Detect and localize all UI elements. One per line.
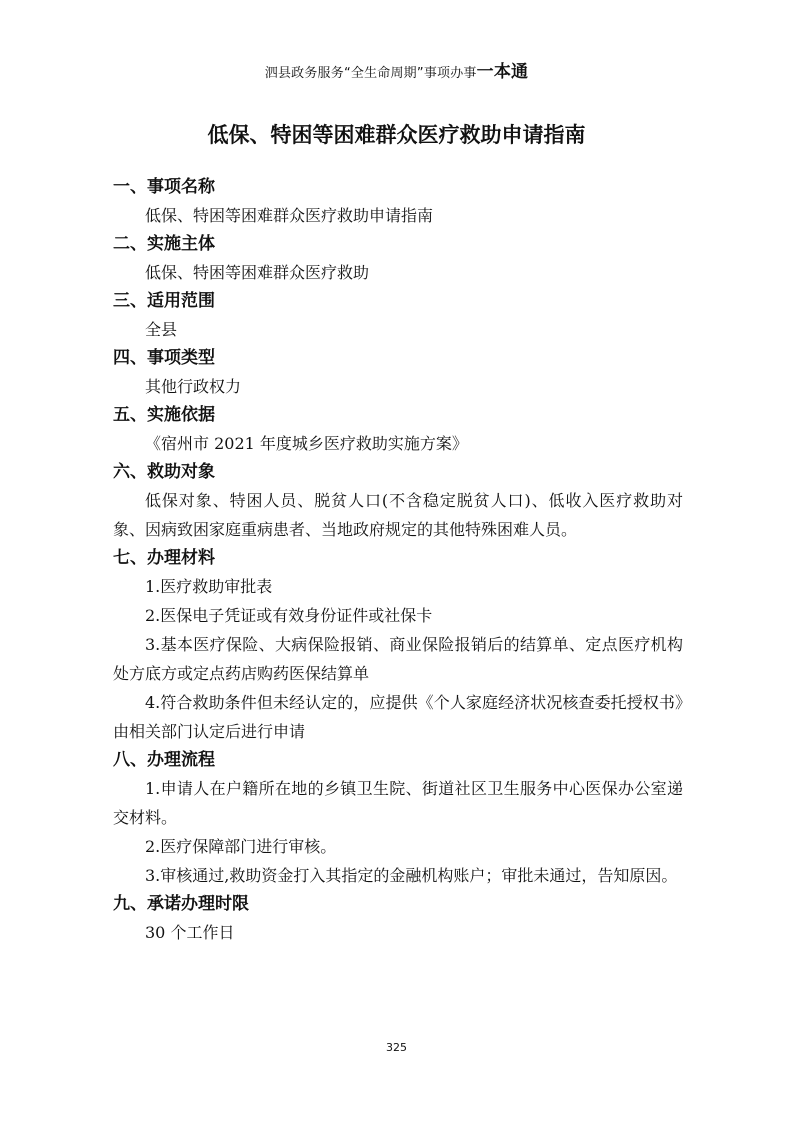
section-scope: [113, 287, 683, 344]
section-item-type: [113, 344, 683, 401]
list-item: 1.申请人在户籍所在地的乡镇卫生院、街道社区卫生服务中心医保办公室递交材料。: [113, 779, 683, 827]
section-heading: 七、办理材料: [113, 548, 215, 568]
section-time-limit: [113, 890, 683, 947]
section-process: [113, 746, 683, 890]
list-item: 3.基本医疗保险、大病保险报销、商业保险报销后的结算单、定点医疗机构处方底方或定点药店购药医保结算单: [113, 635, 683, 683]
section-heading: 二、实施主体: [113, 234, 215, 254]
header-prefix: 泗县政务服务“全生命周期”事项办事: [264, 66, 477, 81]
section-heading: 五、实施依据: [113, 405, 215, 425]
section-heading: 九、承诺办理时限: [113, 894, 249, 914]
section-paragraph: 低保对象、特困人员、脱贫人口(不含稳定脱贫人口)、低收入医疗救助对象、因病致困家庭重病患者、当地政府规定的其他特殊困难人员。: [113, 491, 683, 539]
section-materials: [113, 544, 683, 746]
section-beneficiaries: [113, 458, 683, 544]
document-title: 低保、特困等困难群众医疗救助申请指南: [207, 123, 586, 147]
section-legal-basis: [113, 401, 683, 458]
document-body: [113, 173, 683, 947]
section-heading: 八、办理流程: [113, 750, 215, 770]
section-paragraph: 全县: [145, 320, 178, 339]
section-heading: 四、事项类型: [113, 348, 215, 368]
list-item: 2.医保电子凭证或有效身份证件或社保卡: [145, 606, 433, 625]
section-implementing-body: [113, 230, 683, 287]
section-item-name: [113, 173, 683, 230]
section-paragraph: 低保、特困等困难群众医疗救助: [145, 263, 370, 282]
section-heading: 三、适用范围: [113, 291, 215, 311]
section-heading: 六、救助对象: [113, 462, 215, 482]
section-paragraph: 其他行政权力: [145, 377, 242, 396]
section-paragraph: 《宿州市 2021 年度城乡医疗救助实施方案》: [145, 434, 468, 453]
list-item: 3.审核通过,救助资金打入其指定的金融机构账户；审批未通过，告知原因。: [145, 866, 678, 885]
running-header: [0, 62, 793, 84]
section-paragraph: 低保、特困等困难群众医疗救助申请指南: [145, 206, 434, 225]
list-item: 4.符合救助条件但未经认定的，应提供《个人家庭经济状况核查委托授权书》由相关部门认定后进行申请: [113, 693, 683, 741]
section-heading: 一、事项名称: [113, 177, 215, 197]
list-item: 1.医疗救助审批表: [145, 577, 273, 596]
list-item: 2.医疗保障部门进行审核。: [145, 837, 337, 856]
page-number: 325: [386, 1041, 407, 1054]
header-brand: 一本通: [476, 62, 529, 82]
section-paragraph: 30 个工作日: [145, 923, 235, 942]
